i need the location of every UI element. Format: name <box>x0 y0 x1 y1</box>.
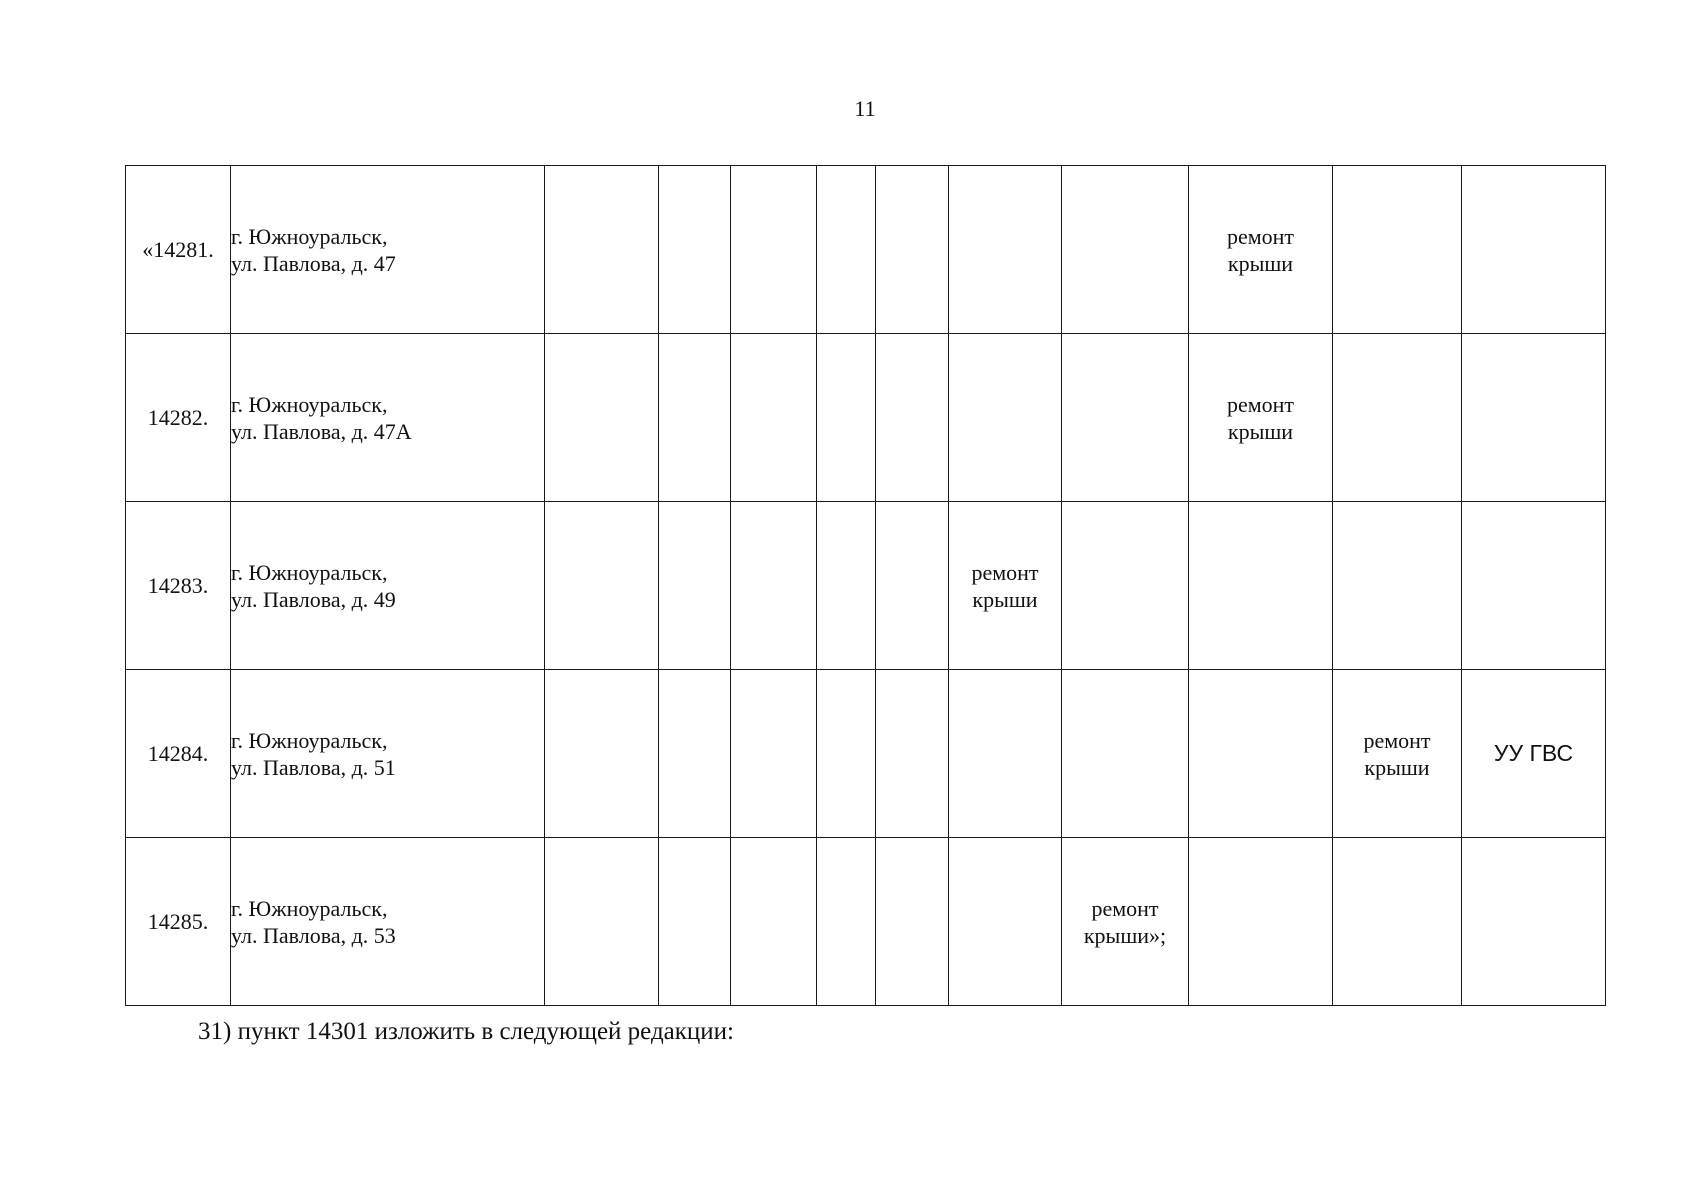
empty-cell <box>1062 166 1189 334</box>
row-number-cell: 14282. <box>126 334 231 502</box>
work-type-cell <box>1189 166 1333 334</box>
work-type-line: крыши <box>1227 250 1294 276</box>
work-type-line: ремонт <box>1226 391 1295 417</box>
work-type-line: крыши <box>1364 754 1430 780</box>
empty-cell <box>876 670 949 838</box>
empty-cell <box>949 334 1062 502</box>
address-city: г. Южноуральск, <box>231 895 388 921</box>
work-type-text <box>1084 895 1166 949</box>
empty-cell <box>949 838 1062 1006</box>
work-type-cell <box>1189 334 1333 502</box>
work-type-cell <box>1333 670 1462 838</box>
empty-cell <box>817 334 876 502</box>
row-number-cell: 14283. <box>126 502 231 670</box>
empty-cell <box>949 166 1062 334</box>
work-type-line: ремонт <box>1363 727 1431 753</box>
empty-cell <box>659 502 731 670</box>
work-type-text <box>1363 727 1430 781</box>
empty-cell <box>1333 502 1462 670</box>
empty-cell <box>731 166 817 334</box>
empty-cell <box>1062 502 1189 670</box>
empty-cell <box>545 838 659 1006</box>
empty-cell <box>1062 670 1189 838</box>
table-row <box>126 166 1606 334</box>
work-type-line: ремонт <box>971 559 1039 585</box>
work-type-text <box>971 559 1038 613</box>
empty-cell <box>817 166 876 334</box>
work-type-text <box>1227 223 1294 277</box>
table-row <box>126 670 1606 838</box>
address-street: ул. Павлова, д. 53 <box>231 922 396 948</box>
work-type-line: крыши»; <box>1083 922 1167 948</box>
empty-cell <box>659 838 731 1006</box>
address-cell <box>231 502 545 670</box>
empty-cell <box>731 670 817 838</box>
empty-cell <box>876 166 949 334</box>
row-number-cell: 14284. <box>126 670 231 838</box>
address-street: ул. Павлова, д. 51 <box>231 754 396 780</box>
address-cell <box>231 166 545 334</box>
empty-cell <box>1333 838 1462 1006</box>
work-type-line: ремонт <box>1226 223 1295 249</box>
address-city: г. Южноуральск, <box>231 223 388 249</box>
empty-cell <box>731 838 817 1006</box>
empty-cell <box>817 670 876 838</box>
empty-cell <box>545 502 659 670</box>
row-number-cell: «14281. <box>126 166 231 334</box>
empty-cell <box>659 670 731 838</box>
empty-cell <box>545 166 659 334</box>
repair-schedule-table <box>125 165 1606 1006</box>
address-cell <box>231 670 545 838</box>
address-street: ул. Павлова, д. 47 <box>231 250 396 276</box>
work-type-line: крыши <box>1227 418 1294 444</box>
address-city: г. Южноуральск, <box>231 727 388 753</box>
address-street: ул. Павлова, д. 49 <box>231 586 396 612</box>
table-row <box>126 334 1606 502</box>
empty-cell <box>545 334 659 502</box>
empty-cell <box>1462 502 1606 670</box>
empty-cell <box>659 334 731 502</box>
empty-cell <box>1189 670 1333 838</box>
empty-cell <box>731 502 817 670</box>
work-type-line: ремонт <box>1091 895 1159 921</box>
address-city: г. Южноуральск, <box>231 391 388 417</box>
extra-work-cell: УУ ГВС <box>1462 670 1606 838</box>
empty-cell <box>876 502 949 670</box>
address-cell <box>231 334 545 502</box>
empty-cell <box>817 502 876 670</box>
work-type-line: крыши <box>972 586 1038 612</box>
address-cell <box>231 838 545 1006</box>
address-street: ул. Павлова, д. 47А <box>231 418 412 444</box>
empty-cell <box>1333 166 1462 334</box>
empty-cell <box>876 334 949 502</box>
work-type-cell <box>949 502 1062 670</box>
work-type-cell <box>1062 838 1189 1006</box>
empty-cell <box>1189 838 1333 1006</box>
empty-cell <box>1462 334 1606 502</box>
amendment-note: 31) пункт 14301 изложить в следующей редакции: <box>198 1018 734 1045</box>
page-number: 11 <box>854 96 876 121</box>
table-row <box>126 838 1606 1006</box>
empty-cell <box>1462 838 1606 1006</box>
empty-cell <box>817 838 876 1006</box>
address-city: г. Южноуральск, <box>231 559 388 585</box>
row-number-cell: 14285. <box>126 838 231 1006</box>
empty-cell <box>659 166 731 334</box>
empty-cell <box>731 334 817 502</box>
empty-cell <box>876 838 949 1006</box>
empty-cell <box>1189 502 1333 670</box>
table-row <box>126 502 1606 670</box>
empty-cell <box>1062 334 1189 502</box>
empty-cell <box>1462 166 1606 334</box>
empty-cell <box>545 670 659 838</box>
empty-cell <box>1333 334 1462 502</box>
work-type-text <box>1227 391 1294 445</box>
empty-cell <box>949 670 1062 838</box>
